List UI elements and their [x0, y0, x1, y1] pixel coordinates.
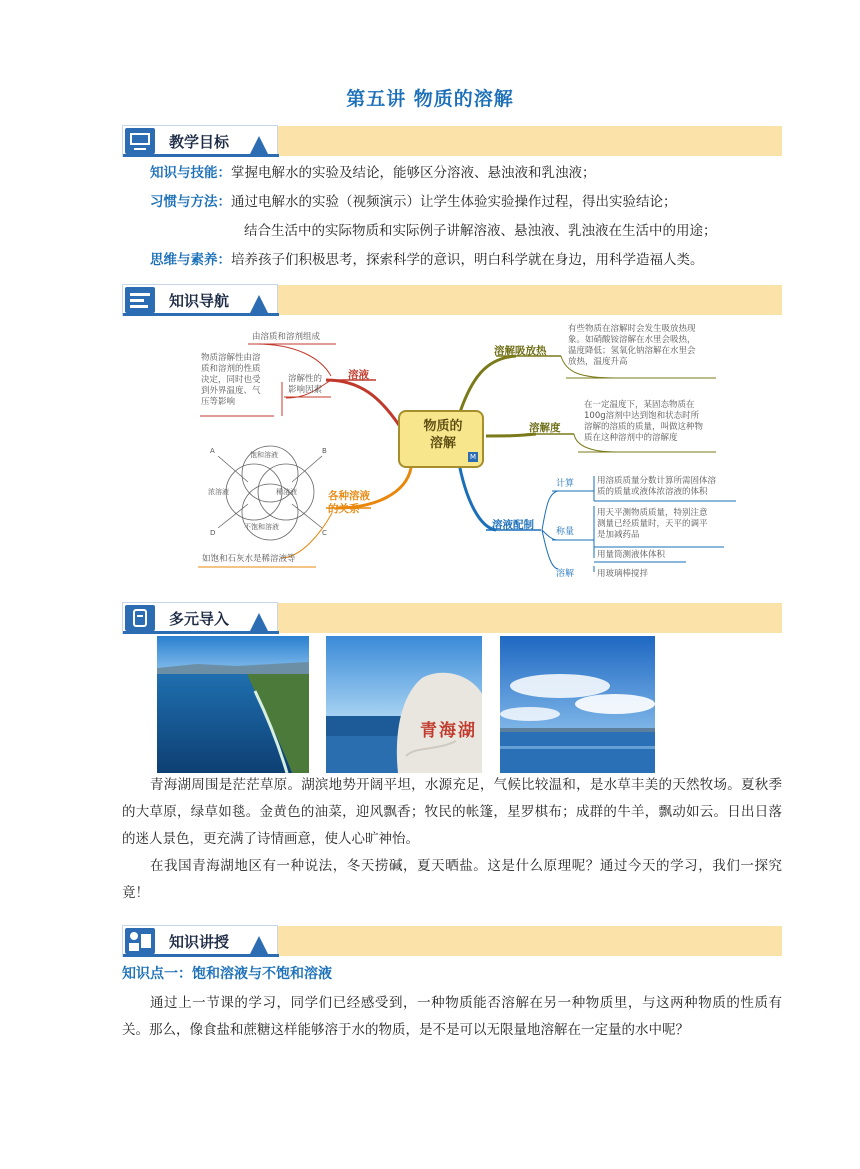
branch-heat: 溶解吸放热 [494, 345, 547, 357]
goal-line-4: 思维与素养：培养孩子们积极思考，探索科学的意识，明白科学就在身边，用科学造福人类。 [150, 252, 704, 268]
intro-paragraph-1: 青海湖周围是茫茫草原。湖滨地势开阔平坦，水源充足，气候比较温和，是水草丰美的天然牧场。夏秋季的大草原，绿草如毯。金黄色的油菜，迎风飘香；牧民的帐篷，星罗棋布；成群的牛羊，飘动如云。日出日落的迷人景色，更充满了诗情画意，使人心旷神怡。 [122, 777, 782, 847]
prep-weigh: 称量 [556, 527, 575, 537]
lake-photo-aerial [157, 636, 309, 773]
section-title: 知识讲授 [169, 933, 230, 951]
knowledge-point-title: 知识点一：饱和溶液与不饱和溶液 [122, 966, 332, 982]
section-title: 知识导航 [169, 292, 230, 310]
section-band [272, 285, 782, 315]
mindmap-badge-icon: M [469, 453, 477, 461]
goal-line-1: 知识与技能：掌握电解水的实验及结论，能够区分溶液、悬浊液和乳浊液； [150, 165, 596, 181]
section-label-box [122, 284, 278, 316]
teaching-goal-icon [125, 128, 155, 154]
section-title: 教学目标 [169, 133, 230, 151]
section-title: 多元导入 [169, 610, 230, 628]
goal-line-2: 习惯与方法：通过电解水的实验（视频演示）让学生体验实验操作过程，得出实验结论； [150, 194, 677, 210]
page-title: 第五讲 物质的溶解 [346, 88, 514, 110]
lake-photo-sky [500, 636, 655, 773]
venn-B: B [322, 447, 327, 455]
lake-photo-stone [326, 636, 482, 773]
section-corner [249, 295, 269, 315]
section-header-nav [122, 284, 782, 316]
teach-icon [125, 928, 155, 954]
stone-inscription: 青海湖 [420, 721, 477, 741]
section-underline [123, 954, 279, 957]
venn-top: 饱和溶液 [250, 451, 278, 459]
prep-dissolve-text: 用玻璃棒搅拌 [597, 569, 649, 579]
intro-icon [125, 605, 155, 631]
section-header-intro [122, 602, 782, 634]
section-label-box [122, 125, 278, 157]
venn-left: 浓溶液 [208, 488, 229, 496]
section-label-box [122, 925, 278, 957]
venn-C: C [322, 529, 327, 537]
section-label-box [122, 602, 278, 634]
goal-line-3: 结合生活中的实际物质和实际例子讲解溶液、悬浊液、乳浊液在生活中的用途； [244, 223, 717, 239]
intro-text [122, 772, 782, 907]
branch-prep: 溶液配制 [492, 519, 534, 531]
section-underline [123, 631, 279, 634]
branch-solubility: 溶解度 [529, 422, 561, 434]
section-corner [249, 136, 269, 156]
mind-map [196, 318, 746, 579]
relation-example: 如饱和石灰水是稀溶液等 [202, 554, 296, 564]
lake-photo-stone-image [326, 636, 482, 773]
section-underline [123, 313, 279, 316]
prep-calc-text: 用溶质质量分数计算所需固体溶 质的质量或液体浓溶液的体积 [597, 476, 717, 497]
knowledge-point-text: 通过上一节课的学习，同学们已经感受到，一种物质能否溶解在另一种物质里，与这两种物质的性质有关。那么，像食盐和蔗糖这样能够溶于水的物质，是不是可以无限量地溶解在一定量的水中呢？ [122, 995, 782, 1038]
venn-D: D [210, 529, 216, 537]
section-underline [123, 154, 279, 157]
lake-photo-sky-image [500, 636, 655, 773]
heat-text: 有些物质在溶解时会发生吸放热现 象。如硝酸铵溶解在水里会吸热， 温度降低；氢氧化钠溶解在水里会 放热，温度升高 [568, 324, 696, 367]
center-line-1: 物质的 [423, 419, 463, 434]
branch-solution: 溶液 [348, 369, 369, 381]
section-header-teach [122, 925, 782, 957]
lake-photo-aerial-image [157, 636, 309, 773]
nav-icon [125, 287, 155, 313]
prep-weigh-text1: 用天平测物质质量，特别注意 测量已经质量时，天平的调平 是加减药品 [597, 508, 708, 540]
venn-A: A [210, 447, 215, 455]
section-header-goals [122, 125, 782, 157]
section-band [272, 603, 782, 633]
section-corner [249, 936, 269, 956]
section-band [272, 926, 782, 956]
venn-right: 稀溶液 [276, 488, 297, 496]
prep-dissolve: 溶解 [556, 569, 575, 579]
intro-paragraph-2: 在我国青海湖地区有一种说法，冬天捞碱，夏天晒盐。这是什么原理呢？通过今天的学习，我们一探究竟！ [122, 858, 782, 901]
prep-calc: 计算 [556, 479, 575, 489]
prep-weigh-text2: 用量筒测液体体积 [597, 550, 666, 560]
mind-map-center [398, 410, 484, 468]
section-corner [249, 613, 269, 633]
solution-sub1: 由溶质和溶剂组成 [252, 332, 321, 342]
center-line-2: 溶解 [429, 436, 456, 451]
solution-sub2: 溶解性的 影响因素 [288, 374, 323, 395]
solution-detail: 物质溶解性由溶 质和溶剂的性质 决定，同时也受 到外界温度、气 压等影响 [201, 353, 261, 407]
branch-relation: 各种溶液 的关系 [328, 490, 370, 515]
solubility-text: 在一定温度下，某固态物质在 100g溶剂中达到饱和状态时所 溶解的溶质的质量，叫做这种物 质在这种溶剂中的溶解度 [584, 400, 704, 443]
section-band [272, 126, 782, 156]
venn-bottom: 不饱和溶液 [244, 523, 279, 531]
